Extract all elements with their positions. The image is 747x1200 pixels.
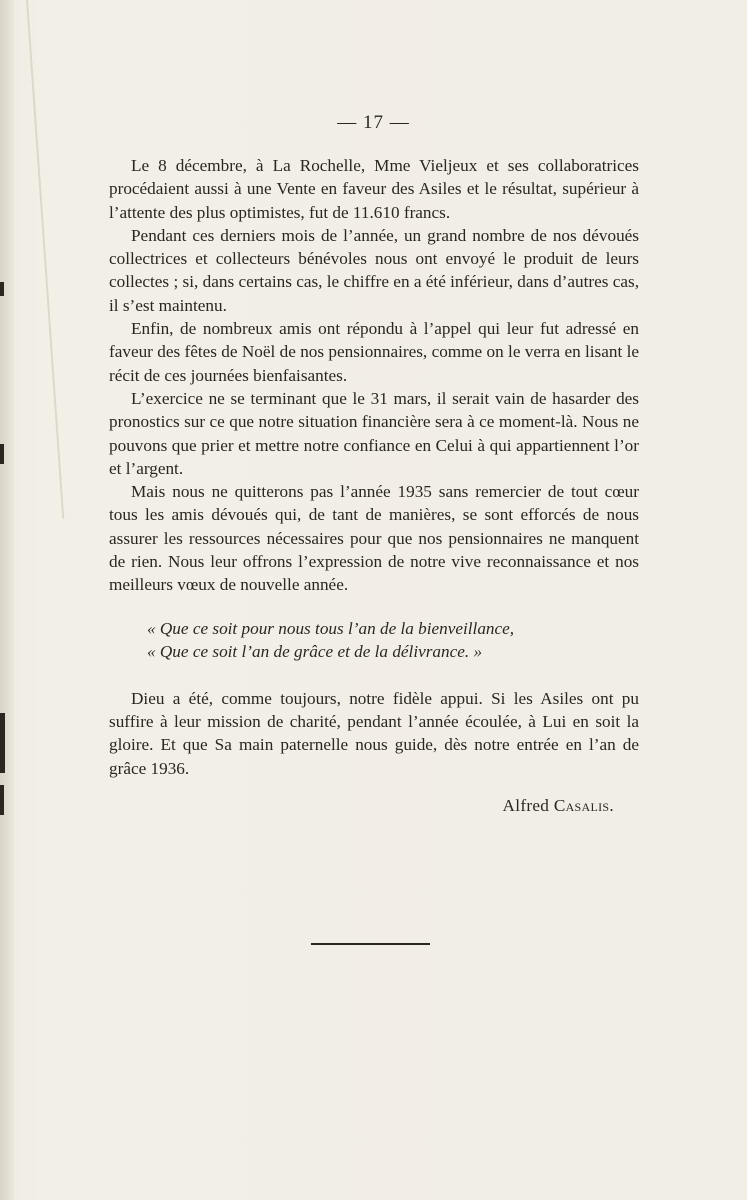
edge-mark bbox=[0, 282, 4, 296]
paragraph: L’exercice ne se terminant que le 31 mars, il serait vain de hasarder des pronostics sur ce que notre situation financière sera à ce moment-là. Nous ne pouvons que prier et mettre notre confiance en Celui à qui appartiennent l’or et l’argent. bbox=[109, 388, 639, 478]
paragraph: Mais nous ne quitterons pas l’année 1935 sans remercier de tout cœur tous les amis dévoués qui, de tant de manières, se sont efforcés de nous assurer les ressources nécessaires pour que nos pensionnaires ne manquent de rien. Nous leur offrons l’expression de notre vive reconnaissance et nos meilleurs vœux de nouvelle année. bbox=[109, 482, 639, 595]
closing-paragraph: Dieu a été, comme toujours, notre fidèle appui. Si les Asiles ont pu suffire à leur mission de charité, pendant l’année écoulée, à Lui en soit la gloire. Et que Sa main paternelle nous guide, dès notre entrée en l’an de grâce 1936. bbox=[109, 688, 639, 778]
paragraph: Pendant ces derniers mois de l’année, un grand nombre de nos dévoués collectrices et collecteurs bénévoles nous ont envoyé le produit de leurs collectes ; si, dans certains cas, le chiffre en a été inférieur, dans d’autres cas, il s’est maintenu. bbox=[109, 225, 639, 315]
paragraph: Enfin, de nombreux amis ont répondu à l’appel qui leur fut adressé en faveur des fêtes de Noël de nos pensionnaires, comme on le verra en lisant le récit de ces journées bienfaisantes. bbox=[109, 319, 639, 385]
verse-line: « Que ce soit l’an de grâce et de la délivrance. » bbox=[147, 641, 483, 661]
verse-line: « Que ce soit pour nous tous l’an de la bienveillance, bbox=[147, 618, 515, 638]
page-number: — 17 — bbox=[337, 112, 410, 133]
signature-first-name: Alfred bbox=[502, 795, 550, 815]
signature-last-name: Casalis. bbox=[553, 795, 614, 815]
verse-quote bbox=[147, 617, 639, 663]
body-text bbox=[109, 154, 639, 817]
page-crease bbox=[26, 0, 64, 519]
edge-mark bbox=[0, 713, 5, 773]
closing-rule bbox=[311, 943, 430, 945]
edge-mark bbox=[0, 785, 4, 815]
edge-mark bbox=[0, 444, 4, 464]
signature bbox=[109, 794, 639, 817]
paragraph: Le 8 décembre, à La Rochelle, Mme Vieljeux et ses collaboratrices procédaient aussi à une Vente en faveur des Asiles et le résultat, supérieur à l’attente des plus optimistes, fut de 11.610 francs. bbox=[109, 156, 639, 222]
page-spine bbox=[0, 0, 14, 1200]
